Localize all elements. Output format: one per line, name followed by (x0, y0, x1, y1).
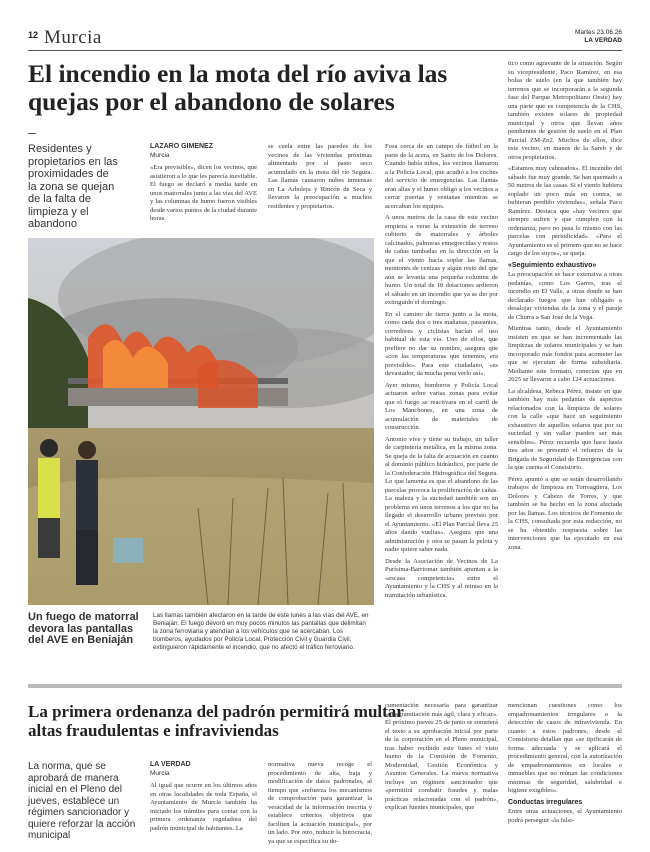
article2-column-1 (150, 761, 257, 847)
article1-column-4 (508, 60, 622, 681)
article1-text-2: se cuela entre las paredes de los vecinos de las viviendas próximas alimentado por el pasto seco acumulado en la mota del río Segura. Las llamas causaron nubes inmensas en La Arboleja y Rincón de Seca y llevaron la preocupación a muchos residentes y propietarios. (268, 143, 372, 210)
article2-text-1: Al igual que ocurre en los últimos años en otras localidades de toda España, el Ayuntamiento de Murcia también ha iniciado los trámites para contar con la primera ordenanza reguladora del padrón municipal de habitantes. La (150, 782, 257, 832)
headline-1: El incendio en la mota del río aviva las quejas por el abandono de solares (28, 59, 448, 116)
article2-text-4a: mencionan cuestiones como los empadronamientos irregulares o la detección de casos de infravivienda. En cuanto a estos padrones, desde el Consistorio detallan que «se tipificarán de forma adecuada y se aplicará el procedimiento general, con la autorización de empadronamientos en locales o inmuebles que no reúnan las condiciones mínimas de seguridad, salubridad e higiene exigibles». (508, 702, 622, 794)
byline2-name: LA VERDAD (150, 761, 191, 768)
article1-column-2 (268, 143, 372, 223)
article1-text-3c: En el camino de tierra junto a la mota, como cada dos o tres mañanas, paseantes, corredores y ciclistas hacían el uso habitual de esta vía. Uno de ellos, que prefiere no dar su nombre, asegura que «con las temperaturas que tenemos, era previsible». Para este ciudadano, «es devastador, da mucha pena verlo así». (385, 310, 498, 377)
article1-text-4e: La alcaldesa, Rebeca Pérez, insiste en que también hay más pedanías de aspectos relacionados con la limpieza de solares con la calle «que hace un seguimiento exhaustivo de aquellos solares que por su suciedad y sin vallar pueden ser más sensibles». Pérez recuerda que hace hasta tres años se presentó el refuerzo de la Brigada de Seguridad de Emergencias con la que cuenta el Consistorio. (508, 387, 622, 471)
page-number: 12 (28, 30, 39, 40)
article2-text-4b: Entre otras actuaciones, el Ayuntamiento podrá perseguir «la falsi- (508, 808, 622, 824)
byline-name: LÁZARO GIMÉNEZ (150, 143, 213, 150)
byline2-place: Murcia (150, 769, 170, 777)
article2-text-2: normativa nueva recoge el procedimiento de alta, baja y modificación de datos padronales, al tiempo que «refuerza los mecanismos de comprobación para garantizar la veracidad de la información inscrita y establece criterios objetivos que faciliten la actuación municipal», por un lado. Por otro, reducir la burocracia, ya que se especifica su do- (268, 761, 372, 845)
article1-text-3f: Desde la Asociación de Vecinos de La Purísima-Barriomar también apuntan a la «escasa competencia» entre el Ayuntamiento y la CHS y al retraso en la tramitación urbanística. (385, 557, 498, 599)
article2-column-2 (268, 761, 372, 847)
article1-text-4b: «Estamos muy cabreados». El incendio del sábado fue muy grande. Se han quemado a 50 metros de las casas. Si el viento hubiera soplado un poco más en contra, se hubieran perdido viviendas», señala Paco Ramírez. Destaca que «hay vecinos que siempre sufren y que cumplen con la ordenanza, pero no pasa lo mismo con las parcelas con periodicidad». «Para el Ayuntamiento es el primero que no se hace cargo de los suyos», se queja. (508, 165, 622, 257)
headline-2: La primera ordenanza del padrón permitirá multar altas fraudulentas e infraviviendas (28, 702, 404, 740)
subtitle-2: La norma, que se aprobará de manera inicial en el Pleno del jueves, establece un régimen sancionador y quiere reforzar la acción municipal (28, 761, 136, 841)
article1-text-1: «Era previsible», dicen los vecinos, que asistieron a lo que les parecía inevitable. El fuego se declaró a media tarde en unos matorrales junto a las vías del AVE y las columnas de humo fueron visibles desde varios puntos de la ciudad durante horas. (150, 164, 257, 222)
subtitle-1: Residentes y propietarios en las proximidades de la zona se quejan de la falta de limpieza y el abandono (28, 143, 118, 230)
photo-caption-title: Un fuego de matorral devora las pantallas del AVE en Beniaján (28, 611, 139, 646)
article1-column-1 (150, 143, 257, 223)
article1-text-4c: La preocupación se hace extensiva a otras pedanías, como Los Garres, tras el incendio en El Valle, a otras donde se han declarado fuegos que han obligado a desalojar viviendas de la zona y el paraje de Churra a San José de la Vega. (508, 271, 622, 321)
article1-text-3b: A unos metros de la casa de este vecino empieza a verse la extensión de terreno cubierto de matorrales y árboles calcinados, palmeras ennegrecidas y restos de cañas tumbadas en la dirección en la que el viento hacía soplar las llamas, montones de cenizas y algún resto del que aún se levanta una pequeña columna de humo. Un total de 18 dotaciones ardieron el sábado en un incendio que ya se dio por extinguido el domingo. (385, 214, 498, 306)
date: Martes 23.06.26 (575, 29, 622, 36)
section-title: Murcia (44, 27, 102, 48)
article1-column-3 (385, 143, 498, 681)
byline-place: Murcia (150, 151, 170, 159)
article1-text-3d: Ayer mismo, bomberos y Policía Local actuaron sobre varias zonas para evitar que el fuego se reactivara en el carril de Los Manchones, en una zona de acumulación de materiales de construcción. (385, 381, 498, 431)
date-and-paper (575, 29, 622, 45)
article1-text-3e: Antonio vive y tiene su trabajo, un taller de carpintería metálica, en la misma zona. Se queja de la falta de actuación en cuanto al dominio público hidráulico, por parte de la Confederación Hidrográfica del Segura. Lo que lamenta es que el abandono de las parcelas provoca la proliferación de cañas. La maleza y la suciedad también son un problema en unos terrenos a los que no ha llegado el desarrollo urbano previsto por el Ayuntamiento. «El Plan Parcial lleva 25 años dando vueltas». Asegura que una administración y otra se pasan la pelota y nadie quiere saber nada. (385, 435, 498, 553)
subtitle-marker (28, 133, 36, 134)
article2-text-3: cumentación necesaria para garantizar «una tramitación más ágil, clara y eficaz». El próximo jueves 25 de junio se someterá el texto a su aprobación inicial por parte de la corporación en el Pleno municipal, tras haber recibido este lunes el visto bueno de la Comisión de Fomento, Modernidad, Gestión Económica y Asuntos Generales. La nueva normativa incluye un régimen sancionador que «permitirá combatir fraudes y malas prácticas relacionadas con el padrón», explican fuentes municipales, que (385, 702, 498, 811)
article1-text-3a: Fosa cerca de un campo de fútbol en la parte de la acera, en Santo de los Dolores. Cuando había niños, los vecinos llamaron a la Policía Local, que acudió a los coches del servicio de emergencias. Las llamas eran altas y el humo obligó a los vecinos a cerrar puertas y ventanas mientras se acercaban los equipos. (385, 143, 498, 210)
article1-text-4d: Mientras tanto, desde el Ayuntamiento insisten en que se han incrementado las limpiezas de solares municipales y se han incorporado más fondos para acometer las que se ejecutan de forma subsidiaria. Mediante este formato, conectan que en 2025 se llevaron a cabo 124 actuaciones. (508, 325, 622, 383)
article-separator (28, 684, 622, 688)
fire-photo (28, 238, 374, 605)
article1-subhead: «Seguimiento exhaustivo» (508, 261, 597, 269)
fire-photo-svg (28, 238, 374, 605)
article1-text-4a: tico como agravante de la situación. Según su vicepresidente, Paco Ramírez, en esa bolsa de suelo (en la que también hay terrenos que se incorporarán a la segunda fase del Parque Metropolitano Oeste) hay una parte que es competencia de la CHS, también existen solares de propiedad municipal y otros que llevan años pendientes de gestión de suelo en el Plan Parcial ZM-Zn2. Muchos de ellos, dice este vecino, en manos de la Sareb y de otros propietarios. (508, 60, 622, 161)
article2-column-4 (508, 702, 622, 847)
photo-caption-text: Las llamas también afectaron en la tarde de este lunes a las vías del AVE, en Beniaján. El fuego devoró en muy pocos minutos las pantallas que delimitan la zona ferroviaria y atendían a los vehículos que se acercaban. Los bomberos, ayudados por Policía Local, Protección Civil y Guardia Civil, extinguieron rápidamente el incendio, que no afectó el tráfico ferroviario. (153, 612, 369, 651)
article2-column-3 (385, 702, 498, 847)
paper-name: LA VERDAD (584, 37, 622, 44)
article2-subhead: Conductas irregulares (508, 798, 583, 806)
article1-text-4f: Pérez apuntó a que se están desarrollando trabajos de limpieza en Torreagüera, Los Dolores y Cabezo de Torres, y que también se ha hecho en la zona afectada por las llamas. Los técnicos de Fomento de la CHS, consultada por esta redacción, no se ha obtenido respuesta sobre las intervenciones que ha ejecutado en esa zona. (508, 475, 622, 551)
header-rule (28, 50, 622, 51)
